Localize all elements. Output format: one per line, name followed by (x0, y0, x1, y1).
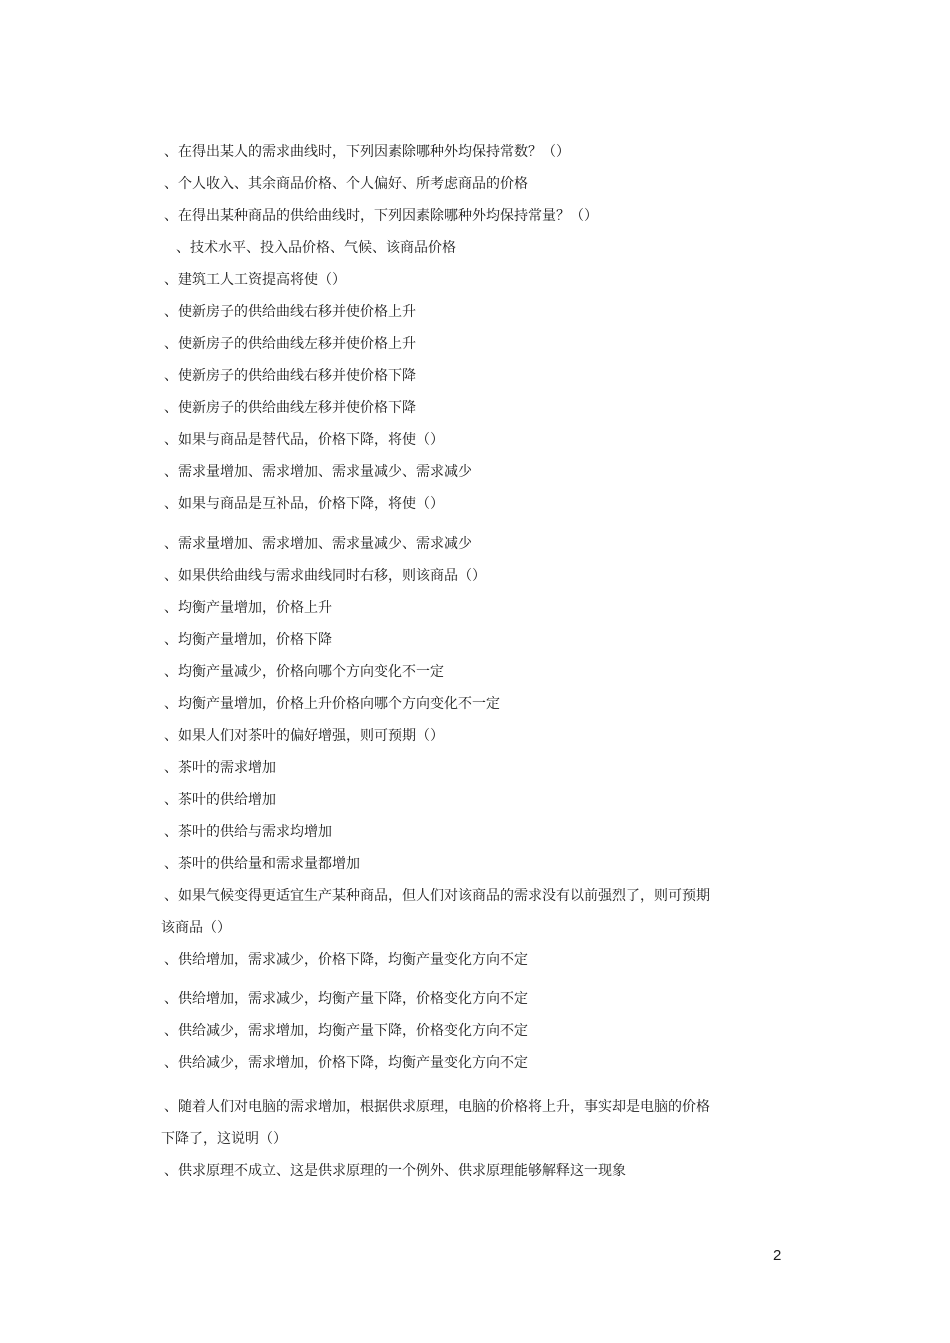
option-line: 、均衡产量增加，价格上升价格向哪个方向变化不一定 (164, 696, 500, 712)
question-line: 、随着人们对电脑的需求增加，根据供求原理，电脑的价格将上升，事实却是电脑的价格 (164, 1099, 710, 1115)
option-line: 、供求原理不成立、这是供求原理的一个例外、供求原理能够解释这一现象 (164, 1163, 626, 1179)
page-number: 2 (773, 1247, 782, 1264)
option-line: 、茶叶的供给增加 (164, 792, 276, 808)
option-line: 、供给增加，需求减少，均衡产量下降，价格变化方向不定 (164, 991, 528, 1007)
option-line: 、供给减少，需求增加，价格下降，均衡产量变化方向不定 (164, 1055, 528, 1071)
option-line: 、使新房子的供给曲线右移并使价格上升 (164, 304, 416, 320)
option-line: 、均衡产量减少，价格向哪个方向变化不一定 (164, 664, 444, 680)
question-line: 、如果人们对茶叶的偏好增强，则可预期（） (164, 728, 444, 744)
question-line: 、如果供给曲线与需求曲线同时右移，则该商品（） (164, 568, 486, 584)
option-line: 、均衡产量增加，价格下降 (164, 632, 332, 648)
option-line: 、茶叶的供给量和需求量都增加 (164, 856, 360, 872)
option-line: 、均衡产量增加，价格上升 (164, 600, 332, 616)
question-line: 、在得出某种商品的供给曲线时，下列因素除哪种外均保持常量？（） (164, 208, 598, 224)
option-line: 、需求量增加、需求增加、需求量减少、需求减少 (164, 536, 472, 552)
option-line: 、供给减少，需求增加，均衡产量下降，价格变化方向不定 (164, 1023, 528, 1039)
option-line: 、供给增加，需求减少，价格下降，均衡产量变化方向不定 (164, 952, 528, 968)
option-line: 、使新房子的供给曲线右移并使价格下降 (164, 368, 416, 384)
question-line: 、如果与商品是互补品，价格下降，将使（） (164, 496, 444, 512)
option-line: 、技术水平、投入品价格、气候、该商品价格 (176, 240, 456, 256)
question-line-continued: 该商品（） (161, 920, 231, 936)
option-line: 、使新房子的供给曲线左移并使价格下降 (164, 400, 416, 416)
question-line: 、如果与商品是替代品，价格下降，将使（） (164, 432, 444, 448)
question-line: 、建筑工人工资提高将使（） (164, 272, 346, 288)
option-line: 、茶叶的供给与需求均增加 (164, 824, 332, 840)
option-line: 、个人收入、其余商品价格、个人偏好、所考虑商品的价格 (164, 176, 528, 192)
option-line: 、需求量增加、需求增加、需求量减少、需求减少 (164, 464, 472, 480)
question-line: 、如果气候变得更适宜生产某种商品，但人们对该商品的需求没有以前强烈了，则可预期 (164, 888, 710, 904)
question-line-continued: 下降了，这说明（） (161, 1131, 287, 1147)
option-line: 、使新房子的供给曲线左移并使价格上升 (164, 336, 416, 352)
question-line: 、在得出某人的需求曲线时，下列因素除哪种外均保持常数？（） (164, 144, 570, 160)
option-line: 、茶叶的需求增加 (164, 760, 276, 776)
